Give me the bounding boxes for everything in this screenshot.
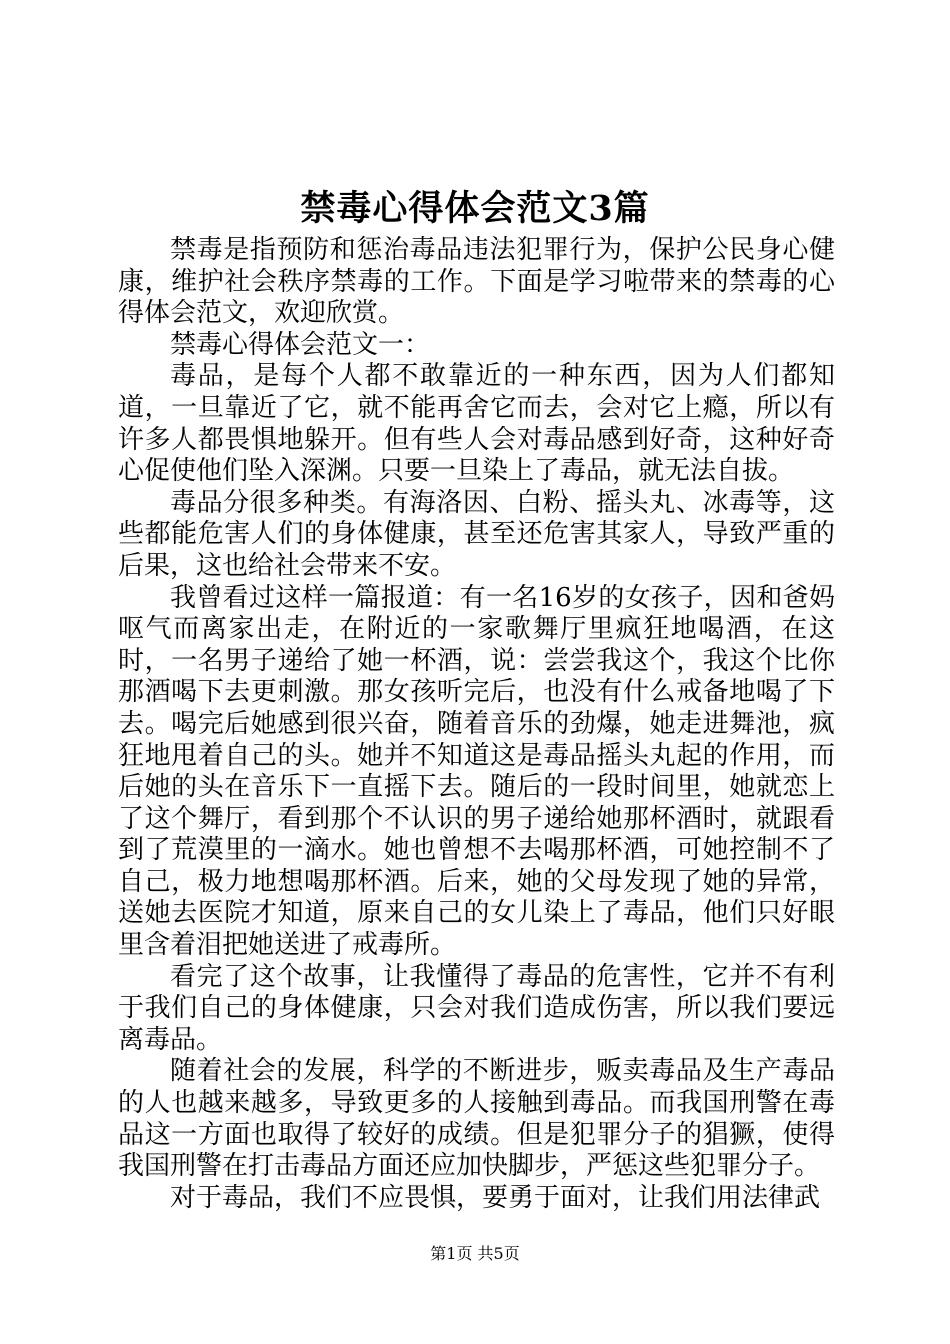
section-heading: 禁毒心得体会范文一： bbox=[170, 329, 431, 360]
paragraph: 随着社会的发展，科学的不断进步，贩卖毒品及生产毒品的人也越来越多，导致更多的人接触到毒品。而我国刑警在毒品这一方面也取得了较好的成绩。但是犯罪分子的猖獗，使得我国刑警在打击毒品方面还应加快脚步，严惩这些犯罪分子。 bbox=[118, 1056, 835, 1182]
paragraph: 看完了这个故事，让我懂得了毒品的危害性，它并不有利于我们自己的身体健康，只会对我们造成伤害，所以我们要远离毒品。 bbox=[118, 961, 835, 1055]
paragraph: 毒品分很多种类。有海洛因、白粉、摇头丸、冰毒等，这些都能危害人们的身体健康，甚至还危害其家人，导致严重的后果，这也给社会带来不安。 bbox=[118, 487, 835, 581]
paragraph: 毒品，是每个人都不敢靠近的一种东西，因为人们都知道，一旦靠近了它，就不能再舍它而去，会对它上瘾，所以有许多人都畏惧地躲开。但有些人会对毒品感到好奇，这种好奇心促使他们坠入深渊。只要一旦染上了毒品，就无法自拔。 bbox=[118, 361, 835, 487]
paragraph: 我曾看过这样一篇报道：有一名16岁的女孩子，因和爸妈呕气而离家出走，在附近的一家歌舞厅里疯狂地喝酒，在这时，一名男子递给了她一杯酒，说：尝尝我这个，我这个比你那酒喝下去更刺激。那女孩听完后，也没有什么戒备地喝了下去。喝完后她感到很兴奋，随着音乐的劲爆，她走进舞池，疯狂地甩着自己的头。她并不知道这是毒品摇头丸起的作用，而后她的头在音乐下一直摇下去。随后的一段时间里，她就恋上了这个舞厅，看到那个不认识的男子递给她那杯酒时，就跟看到了荒漠里的一滴水。她也曾想不去喝那杯酒，可她控制不了自己，极力地想喝那杯酒。后来，她的父母发现了她的异常，送她去医院才知道，原来自己的女儿染上了毒品，他们只好眼里含着泪把她送进了戒毒所。 bbox=[118, 582, 835, 961]
paragraph: 对于毒品，我们不应畏惧，要勇于面对，让我们用法律武 bbox=[170, 1182, 821, 1213]
document-title: 禁毒心得体会范文3篇 bbox=[300, 188, 650, 229]
page-number: 第1页 共5页 bbox=[430, 1244, 520, 1263]
document-body bbox=[118, 235, 835, 1214]
paragraph-intro: 禁毒是指预防和惩治毒品违法犯罪行为，保护公民身心健康，维护社会秩序禁毒的工作。下面是学习啦带来的禁毒的心得体会范文，欢迎欣赏。 bbox=[118, 235, 835, 329]
